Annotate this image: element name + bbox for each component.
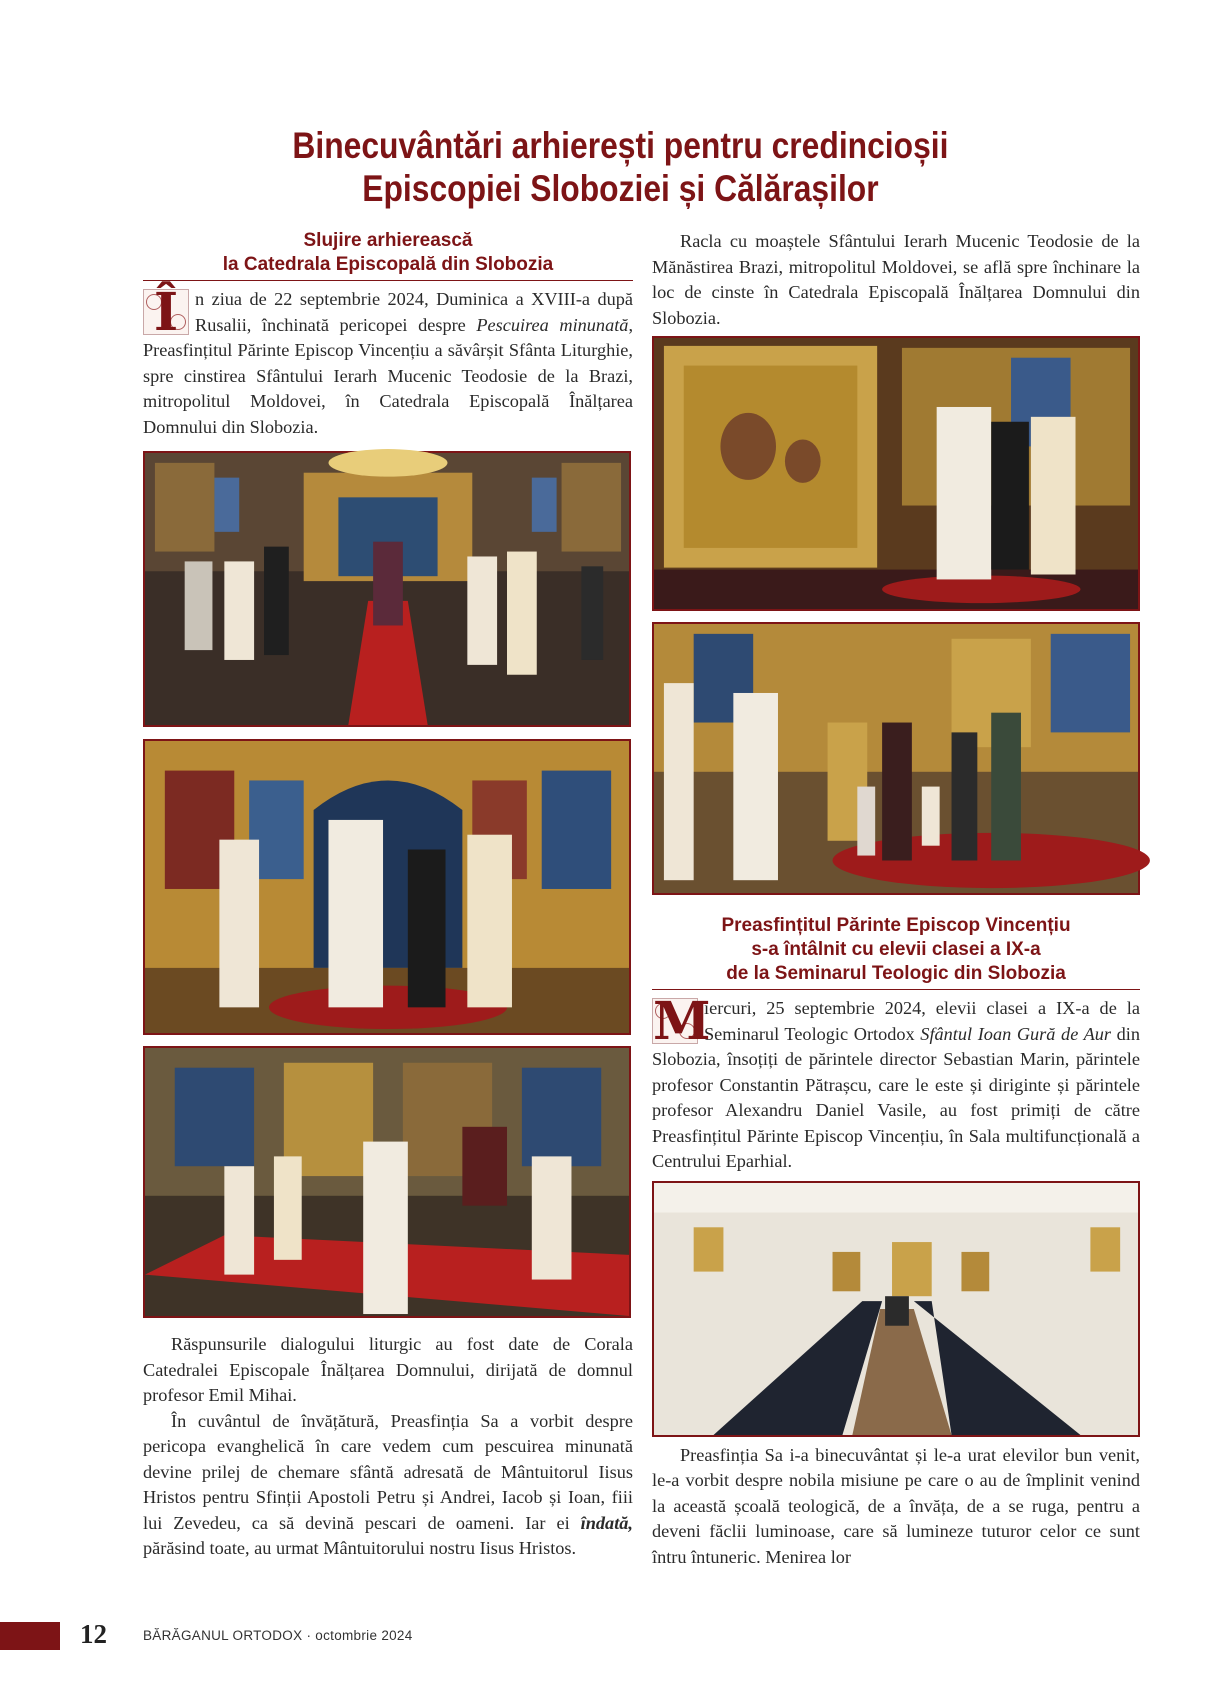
section2-heading-line3: de la Seminarul Teologic din Slobozia — [726, 963, 1066, 984]
section1-heading-line2: la Catedrala Episcopală din Slobozia — [222, 254, 554, 275]
dropcap-ornament: Î — [143, 289, 189, 335]
section2-heading-line1: Preasfințitul Părinte Episcop Vincențiu — [721, 915, 1071, 936]
photo-cathedral-nave — [143, 1046, 631, 1318]
dropcap-ornament: M — [653, 991, 711, 1052]
article-title-line2: Episcopiei Sloboziei și Călărașilor — [362, 168, 879, 209]
left-column — [143, 229, 633, 1562]
right-column — [652, 229, 1140, 1570]
page-number: 12 — [80, 1619, 107, 1649]
section1-paragraph-relic: Racla cu moaștele Sfântului Ierarh Mucenic Teodosie de la Mănăstirea Brazi, mitropolitul Moldovei, se află spre închinare la loc de cinste în Catedrala Episcopală Înălțarea Domnului din Slobozia. — [652, 231, 1140, 328]
section1-heading-line1: Slujire arhierească — [303, 230, 473, 251]
photo-pilgrims-veneration — [652, 622, 1140, 895]
photo-liturgy-procession — [143, 451, 631, 727]
photo-relic-icon — [652, 336, 1140, 611]
section2-heading — [652, 914, 1140, 986]
publication-name: BĂRĂGANUL ORTODOX — [143, 1628, 303, 1643]
section1-heading — [143, 229, 633, 277]
section1-paragraph3: În cuvântul de învățătură, Preasfinția Sa a vorbit despre pericopa evanghelică în care vedem cum pescuirea minunată devine prilej de chemare sfântă adresată de Mântuitorul Iisus Hristos pentru Sfinții Apostoli Petru și Andrei, Iacob și Ioan, fiii lui Zevedeu, ca să devină pescari de oameni. Iar ei îndată, părăsind toate, au urmat Mântuitorului nostru Iisus Hristos. — [143, 1410, 633, 1558]
footer-accent-bar — [0, 1622, 60, 1650]
article-title-line1: Binecuvântări arhierești pentru credincioșii — [292, 125, 949, 166]
photo-seminar-meeting — [652, 1181, 1140, 1437]
section2-paragraph2: Preasfinția Sa i-a binecuvântat și le-a urat elevilor bun venit, le-a vorbit despre nobila misiune pe care o au de împlinit venind la această școală teologică, de a învăța, de a se ruga, pentru a deveni făclii luminoase, care să lumineze tuturor celor ce sunt întru întuneric. Menirea lor — [652, 1444, 1140, 1567]
footer-publication — [143, 1628, 413, 1643]
issue-date: octombrie 2024 — [315, 1628, 413, 1643]
section2-heading-line2: s-a întâlnit cu elevii clasei a IX-a — [751, 939, 1041, 960]
section1-heading-rule — [143, 280, 633, 281]
section1-paragraph1: În ziua de 22 septembrie 2024, Duminica a XVIII-a după Rusalii, închinată pericopei despre Pescuirea minunată, Preasfințitul Părinte Episcop Vincențiu a săvârșit Sfânta Liturghie, spre cinstirea Sfântului Ierarh Mucenic Teodosie de la Brazi, mitropolitul Moldovei, în Catedrala Episcopală Înălțarea Domnului din Slobozia. — [143, 282, 634, 437]
article-title — [87, 124, 1128, 210]
photo-bishop-iconostasis — [143, 739, 631, 1035]
footer-separator: · — [302, 1628, 316, 1643]
section2-paragraph1: M iercuri, 25 septembrie 2024, elevii clasei a IX-a de la Seminarul Teologic Ortodox Sfântul Ioan Gură de Aur din Slobozia, însoțiți de părintele director Sebastian Marin, părintele profesor Constantin Pătrașcu, care le este și diriginte și părintele profesor Alexandru Daniel Vasile, au fost primiți de către Preasfințitul Părinte Episcop Vincențiu, în Sala multifuncțională a Centrului Eparhial. — [652, 991, 1140, 1171]
section2-heading-rule — [652, 989, 1140, 990]
section1-paragraph2: Răspunsurile dialogului liturgic au fost date de Corala Catedralei Episcopale Înălțarea Domnului, dirijată de domnul profesor Emil Mihai. — [143, 1334, 633, 1405]
